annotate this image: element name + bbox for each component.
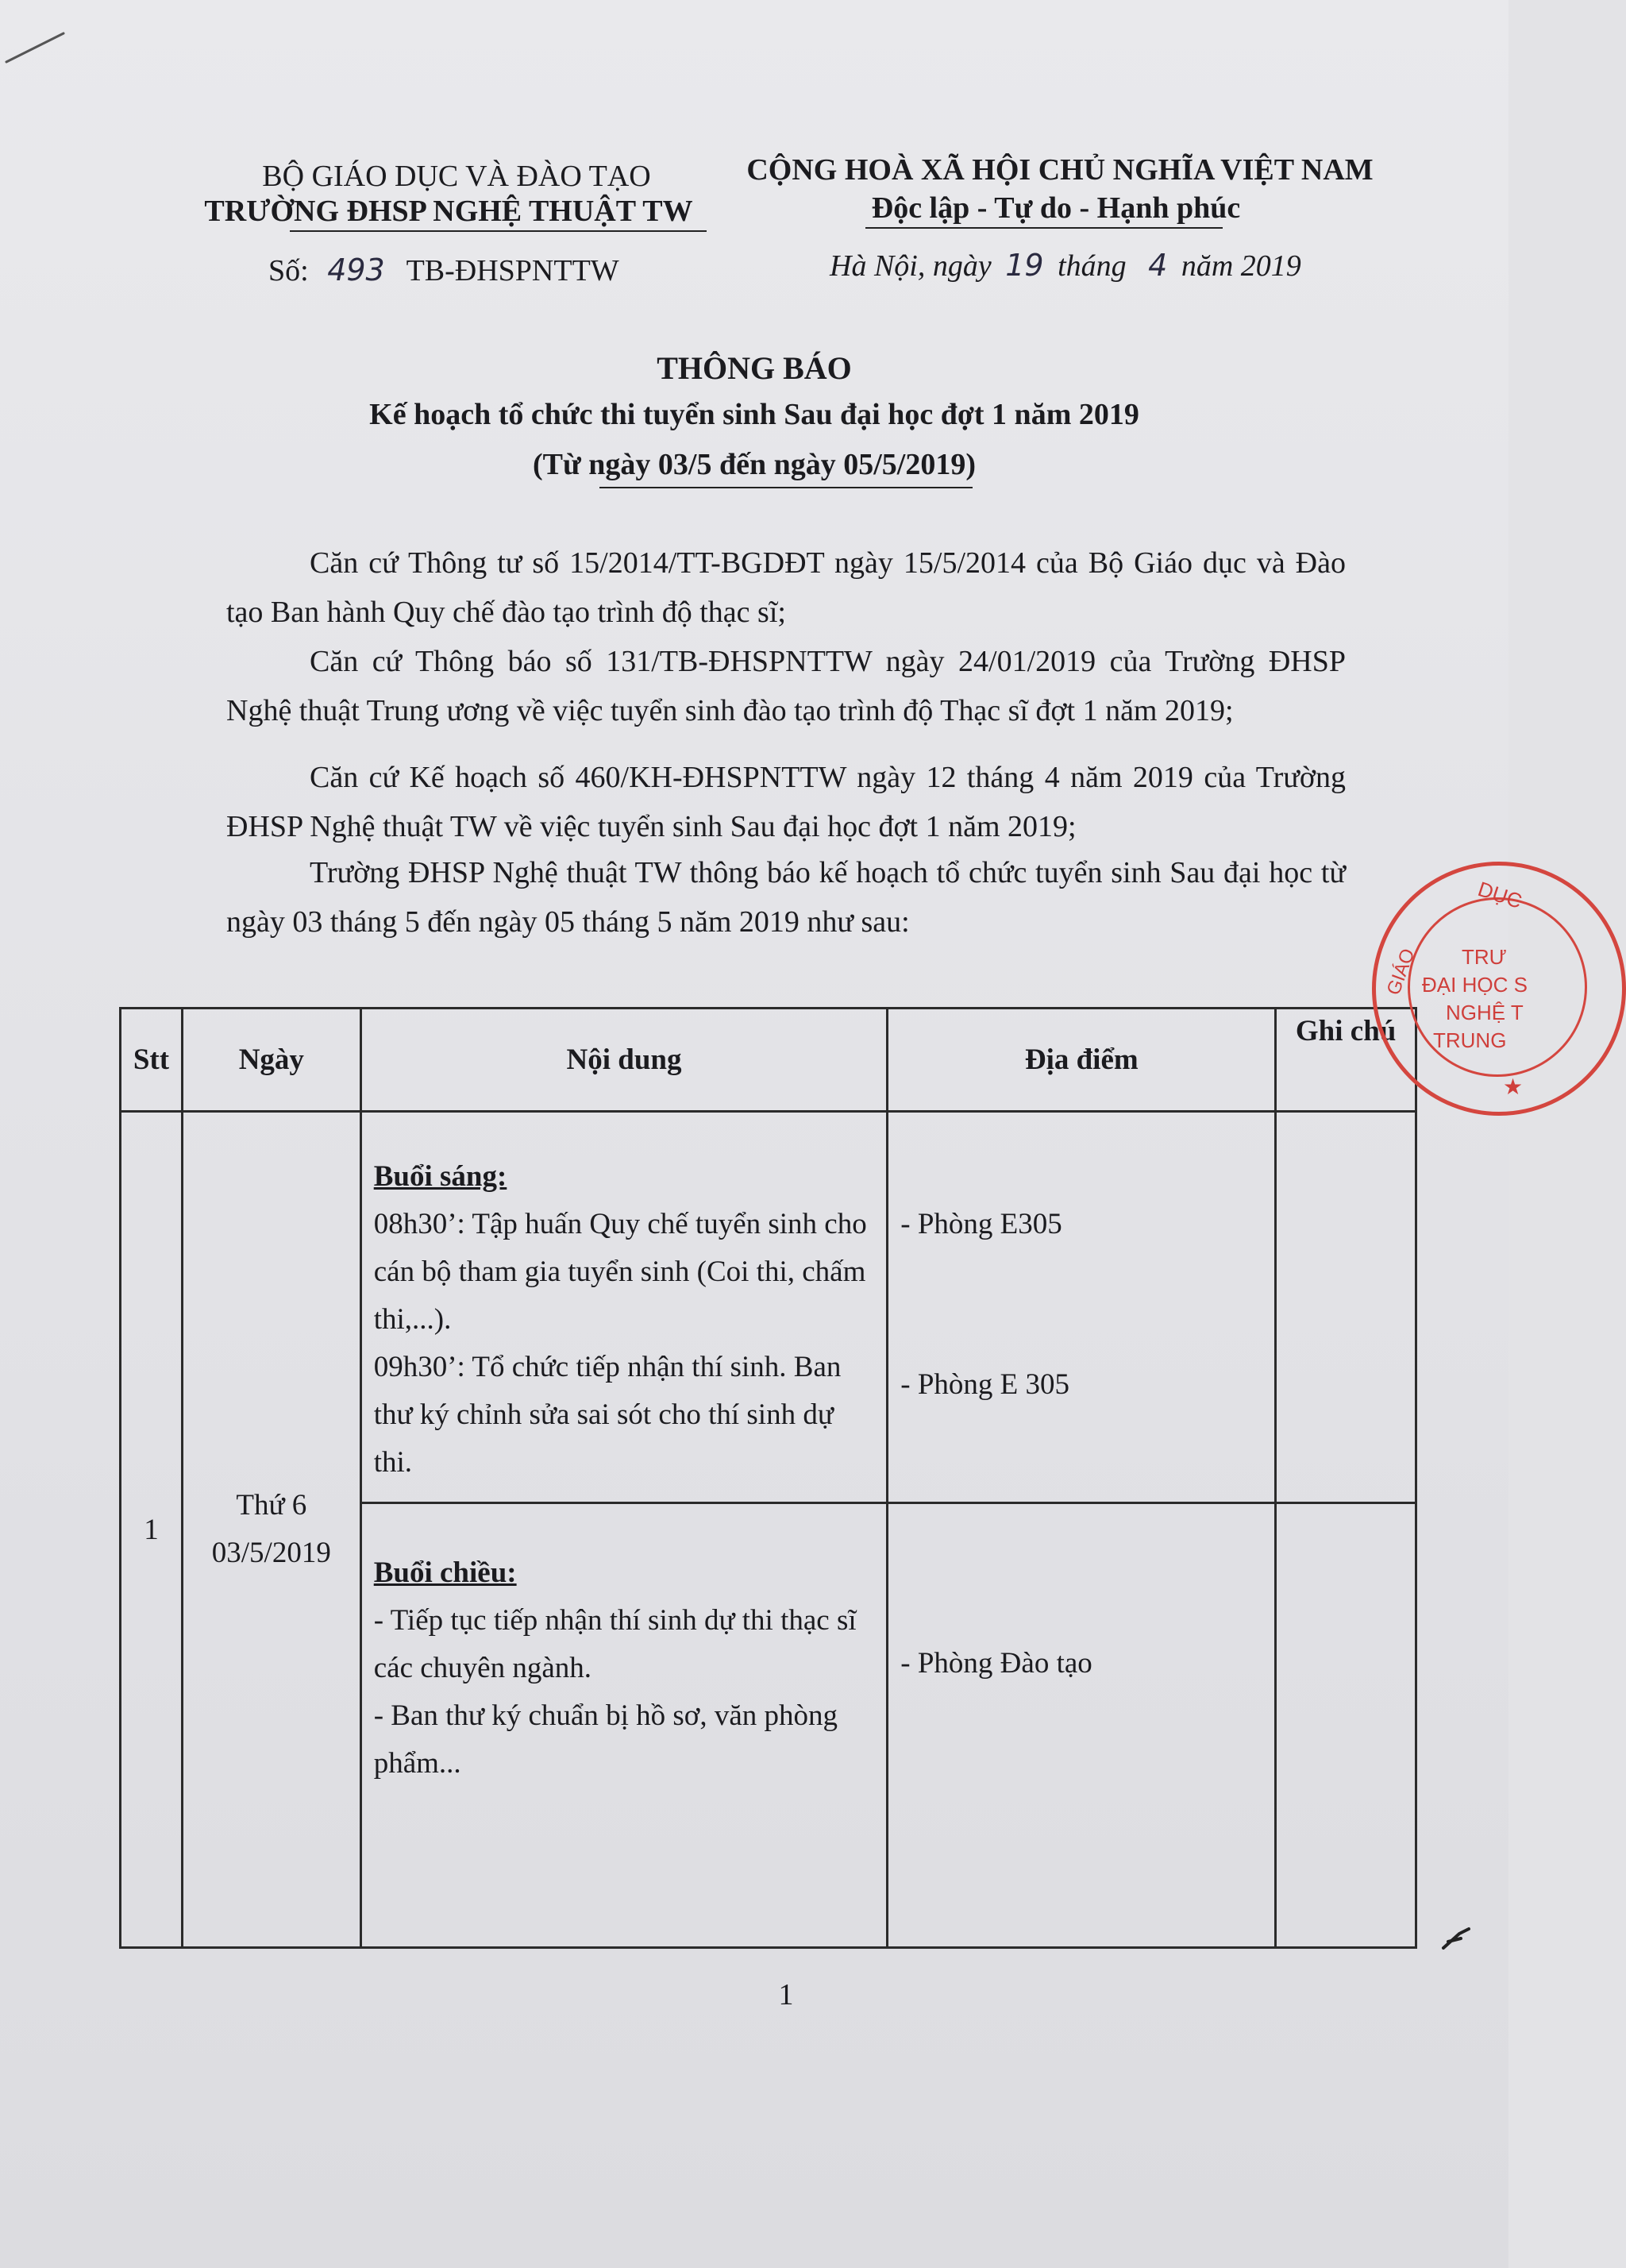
period-underline xyxy=(599,487,973,488)
seal-line-1: TRƯ xyxy=(1462,945,1507,969)
number-suffix: TB-ĐHSPNTTW xyxy=(406,254,619,287)
day-name: Thứ 6 xyxy=(236,1489,307,1522)
cell-afternoon-location xyxy=(888,1503,1276,1948)
number-handwritten: 493 xyxy=(327,253,385,287)
date-year: năm 2019 xyxy=(1181,249,1301,283)
country-name: CỘNG HOÀ XÃ HỘI CHỦ NGHĨA VIỆT NAM xyxy=(746,153,1374,187)
cell-morning-content xyxy=(360,1112,888,1503)
seal-line-4: TRUNG xyxy=(1433,1028,1507,1052)
document-number xyxy=(268,253,619,288)
header-content: Nội dung xyxy=(360,1009,888,1112)
paragraph-3: Căn cứ Kế hoạch số 460/KH-ĐHSPNTTW ngày 12 tháng 4 năm 2019 của Trường ĐHSP Nghệ thuật TW về việc tuyển sinh Sau đại học đợt 1 năm 2019; xyxy=(226,761,1346,843)
header-location: Địa điểm xyxy=(888,1009,1276,1112)
seal-line-2: ĐẠI HỌC S xyxy=(1422,973,1528,997)
morning-line-2: 09h30’: Tổ chức tiếp nhận thí sinh. Ban thư ký chỉnh sửa sai sót cho thí sinh dự thi. xyxy=(373,1351,842,1479)
cell-afternoon-content xyxy=(360,1503,888,1948)
pen-stroke-icon xyxy=(0,24,87,71)
date-prefix: Hà Nội, ngày xyxy=(830,249,992,283)
cell-morning-location xyxy=(888,1112,1276,1503)
number-label: Số: xyxy=(268,254,309,287)
afternoon-place: - Phòng Đào tạo xyxy=(900,1647,1092,1680)
afternoon-heading: Buổi chiều: xyxy=(373,1556,517,1589)
document-title: THÔNG BÁO xyxy=(657,350,852,386)
ministry-name: BỘ GIÁO DỤC VÀ ĐÀO TẠO xyxy=(262,160,651,193)
date-month: 4 xyxy=(1148,248,1168,283)
page-number: 1 xyxy=(778,1978,794,2011)
cell-day xyxy=(182,1112,360,1948)
seal-top-text: DỤC xyxy=(1474,877,1525,913)
seal-line-3: NGHỆ T xyxy=(1446,1001,1524,1024)
schedule-table xyxy=(119,1007,1417,1949)
document-period: (Từ ngày 03/5 đến ngày 05/5/2019) xyxy=(532,448,977,481)
motto-underline xyxy=(865,227,1223,229)
pen-mark-icon xyxy=(1437,1918,1485,1958)
afternoon-line-2: - Ban thư ký chuẩn bị hồ sơ, văn phòng phẩm... xyxy=(373,1699,838,1780)
school-name: TRƯỜNG ĐHSP NGHỆ THUẬT TW xyxy=(204,195,693,228)
date-day: 19 xyxy=(1005,248,1044,283)
date-month-label: tháng xyxy=(1058,249,1127,283)
header-stt: Stt xyxy=(121,1009,183,1112)
paragraph-4: Trường ĐHSP Nghệ thuật TW thông báo kế hoạch tổ chức tuyển sinh Sau đại học từ ngày 03 tháng 5 đến ngày 05 tháng 5 năm 2019 như sau: xyxy=(226,856,1346,939)
morning-line-1: 08h30’: Tập huấn Quy chế tuyển sinh cho cán bộ tham gia tuyển sinh (Coi thi, chấm thi,...). xyxy=(373,1208,867,1336)
school-underline xyxy=(290,230,707,232)
official-seal xyxy=(1372,862,1626,1116)
morning-place-2: - Phòng E 305 xyxy=(900,1368,1070,1401)
seal-star-icon: ★ xyxy=(1503,1074,1524,1099)
header-day: Ngày xyxy=(182,1009,360,1112)
paragraph-2: Căn cứ Thông báo số 131/TB-ĐHSPNTTW ngày 24/01/2019 của Trường ĐHSP Nghệ thuật Trung ương về việc tuyển sinh đào tạo trình độ Thạc sĩ đợt 1 năm 2019; xyxy=(226,645,1346,727)
table-row-morning xyxy=(121,1112,1416,1503)
cell-morning-note xyxy=(1276,1112,1416,1503)
cell-stt: 1 xyxy=(121,1112,183,1948)
issue-date xyxy=(830,248,1301,284)
motto: Độc lập - Tự do - Hạnh phúc xyxy=(871,191,1241,225)
paragraph-1: Căn cứ Thông tư số 15/2014/TT-BGDĐT ngày 15/5/2014 của Bộ Giáo dục và Đào tạo Ban hành Quy chế đào tạo trình độ thạc sĩ; xyxy=(226,546,1346,629)
day-date: 03/5/2019 xyxy=(211,1537,331,1569)
table-header-row xyxy=(121,1009,1416,1112)
document-subtitle: Kế hoạch tổ chức thi tuyển sinh Sau đại học đợt 1 năm 2019 xyxy=(369,398,1139,431)
afternoon-line-1: - Tiếp tục tiếp nhận thí sinh dự thi thạc sĩ các chuyên ngành. xyxy=(373,1604,857,1684)
cell-afternoon-note xyxy=(1276,1503,1416,1948)
morning-place-1: - Phòng E305 xyxy=(900,1208,1062,1240)
header-note: Ghi chú xyxy=(1276,1009,1416,1112)
morning-heading: Buổi sáng: xyxy=(373,1160,507,1193)
seal-side-text: GIÁO xyxy=(1382,946,1420,998)
